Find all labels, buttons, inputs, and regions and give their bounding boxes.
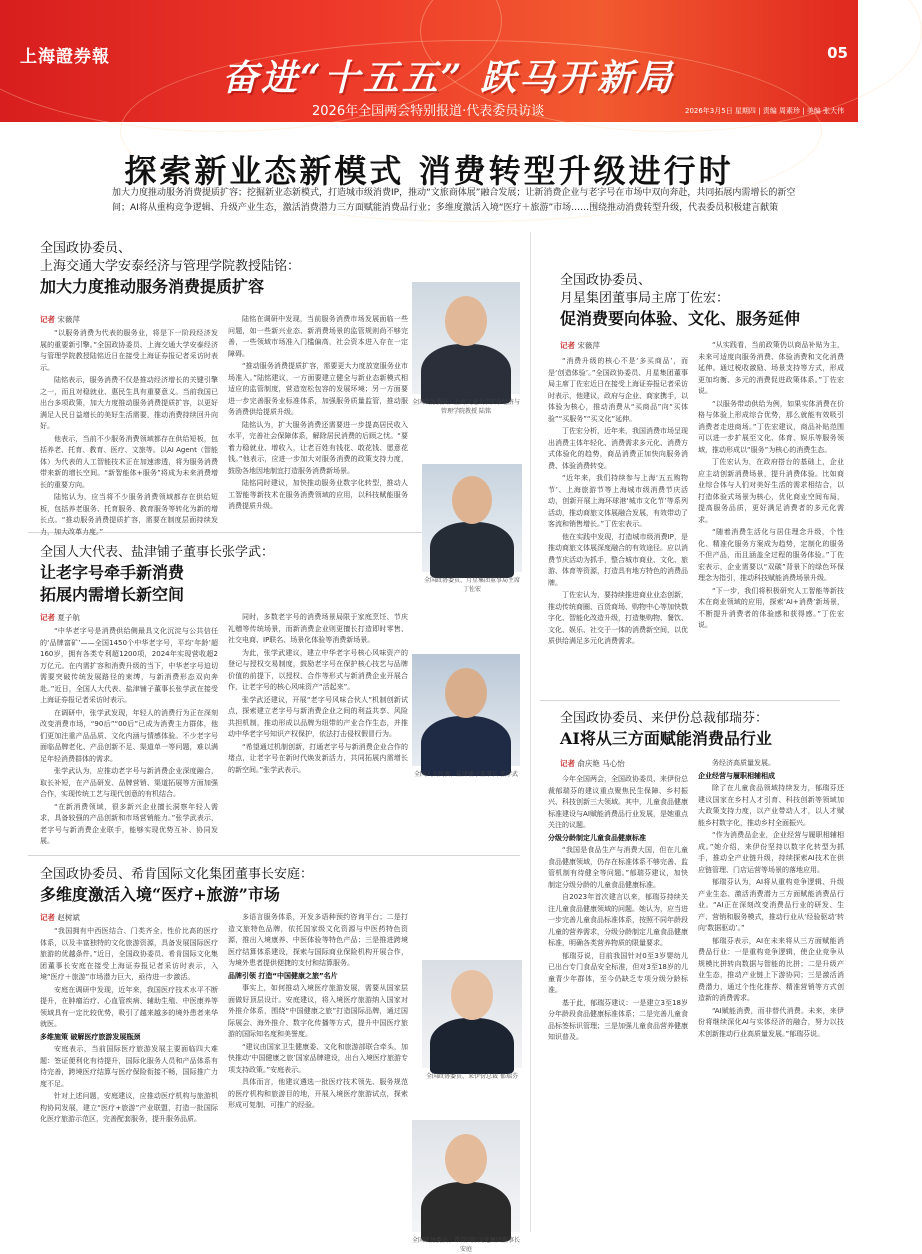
- paragraph: 安庭在调研中发现，近年来，我国医疗技术水平不断提升，在肿瘤治疗、心血管疾病、辅助生殖、中医康养等领域具有一定比较优势，吸引了越来越多的境外患者来华就医。: [40, 985, 218, 1028]
- article-body-col1: [40, 626, 218, 848]
- article-title: 促消费要向体验、文化、服务延伸: [560, 309, 801, 328]
- article-subtitle: 上海交通大学安泰经济与管理学院教授陆铭：: [40, 259, 301, 274]
- byline-tag: 记者: [560, 759, 575, 768]
- masthead-logo: 上海證券報: [20, 47, 110, 67]
- paragraph: 为此，张学武建议，建立中华老字号核心风味资产的登记与授权交易制度，鼓励老字号在保护核心技艺与品牌价值的前提下，以授权、合作等形式与新消费企业开展合作，让老字号的核心风味资产“活起来”。: [228, 648, 408, 691]
- portrait-photo: [422, 464, 522, 572]
- article-byline: [560, 340, 600, 351]
- article-body-col2: [228, 314, 408, 524]
- paragraph: 自2023年首次建言以来，郁瑞芬持续关注儿童食品健康领域的问题。她认为，应当进一步完善儿童食品标准体系，按照不同年龄段儿童的营养需求，分级分龄制定儿童食品健康标准，明确各类营养物质的限量要求。: [548, 893, 688, 947]
- photo-face: [445, 1134, 487, 1184]
- paragraph: 安庭表示，当前国际医疗旅游发展主要面临四大难题：签证便利化有待提升，国际化服务人员和产品体系有待完善，跨境医疗结算与医疗保险衔接不畅，国际推广力度不足。: [40, 1045, 218, 1088]
- column-divider: [530, 232, 531, 1232]
- paragraph: “建议由国家卫生健康委、文化和旅游部联合牵头，加快推动‘中国健康之旅’国家品牌建设，出台入境医疗旅游专项支持政策。”安庭表示。: [228, 1042, 408, 1074]
- photo-figure: [430, 1018, 514, 1074]
- photo-face: [445, 296, 487, 346]
- paragraph: 同时，多数老字号的消费场景局限于家庭烹饪、节庆礼赠等传统场景，而新消费企业则更擅长打造即时零售、社交电商、IP联名、场景化体验等消费新场景。: [228, 613, 408, 644]
- article-subhead: 企业经营与履职相辅相成: [698, 771, 775, 780]
- article-subtitle: 月星集团董事局主席丁佐宏：: [560, 291, 730, 306]
- paragraph: 郁瑞芬说，目前我国针对0至3岁婴幼儿已出台专门食品安全标准，但对3至18岁的儿童青少年群体，至今仍缺乏专项分级分龄标准。: [548, 951, 688, 994]
- section-divider: [540, 700, 840, 701]
- paragraph: 他表示，当前不少服务消费领域都存在供给短板，包括养老、托育、教育、医疗、文旅等。以AI Agent（智能体）为代表的人工智能技术正在加速渗透，将为服务消费带来新的增长空间。“新智能体+服务”将成为未来消费增长的重要方向。: [40, 434, 218, 489]
- banner: [0, 0, 858, 122]
- photo-face: [452, 476, 492, 524]
- article-subtitle: 全国政协委员、希肯国际文化集团董事长安庭：: [40, 867, 314, 882]
- article-byline: [40, 314, 80, 325]
- paragraph: “我国是食品生产与消费大国，但在儿童食品健康领域，仍存在标准体系不够完善、监管机制有待健全等问题。”郁瑞芬建议，加快制定分级分龄的儿童食品健康标准。: [548, 846, 688, 889]
- paragraph: “作为消费品企业，企业经营与履职相辅相成。”她介绍，来伊份坚持以数字化转型为抓手，推动全产业链升级，持续探索AI技术在供应链管理、门店运营等场景的落地应用。: [698, 831, 844, 874]
- article-body-col2: [698, 340, 844, 692]
- paragraph: 郁瑞芬认为，AI将从重构竞争逻辑、升级产业生态、激活消费潜力三方面赋能消费品行业。“AI正在深刻改变消费品行业的研发、生产、营销和服务模式，推动行业从‘经验驱动’转向‘数据驱动’。”: [698, 878, 844, 932]
- byline-tag: 记者: [40, 913, 55, 922]
- paragraph: 务经济高质量发展。: [712, 759, 775, 767]
- paragraph: 陆铭表示，服务消费不仅是推动经济增长的关键引擎之一，而且对稳就业、惠民生具有重要意义。当前我国已出台多项政策，加大力度推动服务消费提质扩容，以更好满足人民日益增长的美好生活需要，推动消费持续回升向好。: [40, 376, 218, 430]
- byline-name: 宋薇萍: [577, 341, 600, 350]
- byline-name: 宋薇萍: [57, 315, 80, 324]
- paragraph: 陆铭认为，扩大服务消费还需要进一步提高居民收入水平，完善社会保障体系，解除居民消费的后顾之忧。“要着力稳就业、增收入，让老百姓有钱花、敢花钱、愿意花钱。”他表示，应进一步加大对服务消费的政策支持力度，鼓励各地因地制宜打造服务消费新场景。: [228, 420, 408, 475]
- paragraph: “AI赋能消费，而非替代消费。未来，来伊份将继续深化AI与实体经济的融合，努力以技术创新推动行业高质量发展。”郁瑞芬说。: [698, 1006, 844, 1038]
- paragraph: 陆铭同时建议，加快推动服务业数字化转型，推动人工智能等新技术在服务消费领域的应用，以科技赋能服务消费提质升级。: [228, 479, 408, 510]
- paragraph: 在调研中，张学武发现，年轻人的消费行为正在深刻改变消费市场，“90后”“00后”已成为消费主力群体，他们更加注重产品品质、文化内涵与情感体验。不少老字号面临品牌老化、产品创新不足、渠道单一等问题，难以满足年轻消费群体的需求。: [40, 708, 218, 763]
- byline-name: 赵树斌: [57, 913, 80, 922]
- article-title-block: [40, 866, 520, 906]
- paragraph: 多语言服务体系，开发多语种预约咨询平台；二是打造文旅特色品牌，依托国家级文化资源与中医药特色资源，推出入境康养、中医体验等特色产品；三是推进跨境医疗结算体系建设，探索与国际商业保险机构开展合作，为境外患者提供便捷的支付和结算服务。: [228, 913, 408, 967]
- portrait-photo: [412, 654, 520, 766]
- banner-subtitle: 2026年全国两会特别报道·代表委员访谈: [312, 104, 545, 119]
- article-title: 让老字号牵手新消费: [40, 563, 185, 582]
- page-headline: 探索新业态新模式 消费转型升级进行时: [124, 152, 734, 190]
- photo-caption: 全国政协委员、月星集团董事局主席 丁佐宏: [423, 577, 520, 593]
- article-subtitle: 全国人大代表、盐津铺子董事长张学武：: [40, 545, 275, 560]
- article-subhead: 分级分龄制定儿童食品健康标准: [548, 833, 646, 842]
- photo-caption: 全国人大代表、盐津铺子董事长 张学武: [414, 771, 518, 778]
- lead-paragraph: 加大力度推动服务消费提质扩容；挖掘新业态新模式，打造城市级消费IP，推动“文旅商体展”融合发展；让新消费企业与老字号在市场中双向奔赴，共同拓展内需增长的新空间；AI将从重构竞争逻辑、升级产业生态，激活消费潜力三方面赋能消费品行业；多维度激活入境“医疗＋旅游”市场……围绕推动消费转型升级，代表委员积极建言献策: [112, 188, 796, 213]
- article-body-col1: [548, 356, 688, 692]
- paragraph: “以服务消费为代表的服务业，将是下一阶段经济发展的重要新引擎。”全国政协委员、上海交通大学安泰经济与管理学院教授陆铭近日在接受上海证券报记者采访时表示。: [40, 329, 218, 372]
- paragraph: 他在实践中发现，打造城市级消费IP，是推动商旅文体展深度融合的有效途径。应以消费节庆活动为抓手，整合城市商业、文化、旅游、体育等资源，打造具有地方特色的消费品牌。: [548, 532, 688, 587]
- paragraph: “从实践看，当前政策仍以商品补贴为主，未来可适度向服务消费、体验消费和文化消费延伸。通过税收激励、场景支持等方式，形成更加均衡、多元的消费促进政策体系。”丁佐宏说。: [698, 341, 844, 395]
- byline-name: 俞庆艳 马心怡: [577, 759, 625, 768]
- article-body-col1: [40, 328, 218, 536]
- paragraph: 张学武认为，应推动老字号与新消费企业深度融合，取长补短，在产品研发、品牌营销、渠道拓展等方面加强合作，实现传统工艺与现代创意的有机结合。: [40, 767, 218, 798]
- paragraph: “消费升级的核心不是‘多买商品’，而是‘创造体验’。”全国政协委员、月星集团董事局主席丁佐宏近日在接受上海证券报记者采访时表示，他建议，政府与企业、商家携手，以体验为核心，推动消费从“买商品”向“买体验”“买服务”“买文化”延伸。: [548, 357, 688, 423]
- paragraph: 除了在儿童食品领域持续发力，郁瑞芬还建议国家在乡村人才引育、科技创新等领域加大政策支持力度，以产业带动人才，以人才赋能乡村数字化，推动乡村全面振兴。: [698, 784, 844, 827]
- portrait-photo: [412, 282, 520, 394]
- paragraph: 陆铭在调研中发现，当前服务消费市场发展面临一些问题，如一些新兴业态、新消费场景的监管规则尚不够完善，一些领域市场准入门槛偏高，社会资本进入存在一定障碍。: [228, 315, 408, 358]
- article-title: 多维度激活入境“医疗+旅游”市场: [40, 885, 280, 904]
- byline-tag: 记者: [40, 613, 55, 622]
- paragraph: “我国拥有中西医结合、门类齐全、性价比高的医疗体系，以及丰富独特的文化旅游资源，具备发展国际医疗旅游的优越条件。”近日，全国政协委员、希肯国际文化集团董事长安庭在接受上海证券报记者采访时表示，入境“医疗＋旅游”市场潜力巨大，亟待进一步激活。: [40, 927, 218, 981]
- photo-caption: 全国政协委员、来伊份总裁 郁瑞芬: [426, 1073, 518, 1080]
- byline-tag: 记者: [560, 341, 575, 350]
- article-subtitle: 全国政协委员、: [560, 273, 652, 288]
- article-subtitle: 全国政协委员、来伊份总裁郁瑞芬：: [560, 711, 769, 726]
- photo-figure: [430, 522, 514, 578]
- article-byline: [560, 758, 625, 769]
- paragraph: 丁佐宏认为，要持续推进商业业态创新，推动传统商圈、百货商场、购物中心等加快数字化、智能化改造升级，打造集购物、餐饮、文化、娱乐、社交于一体的消费新空间，以优质供给满足多元化消费需求。: [548, 591, 688, 645]
- photo-caption: 全国政协委员、希肯国际文化集团董事长 安庭: [412, 1237, 521, 1253]
- paragraph: 事实上，如何推动入境医疗旅游发展，需要从国家层面做好顶层设计。安庭建议，将入境医疗旅游纳入国家对外推介体系，围绕“中国健康之旅”打造国际品牌，通过国际展会、海外推介、数字化传播等方式，提升中国医疗旅游的国际知名度和美誉度。: [228, 984, 408, 1038]
- page-number: 05: [827, 44, 848, 62]
- paragraph: 张学武还建议，开展“老字号风味合伙人”机制创新试点，探索建立老字号与新消费企业之间的利益共享、风险共担机制，推动形成以品牌为纽带的产业合作生态，并推动中华老字号知识产权保护，依法打击侵权假冒行为。: [228, 695, 408, 738]
- dateline: 2026年3月5日 星期四 | 责编 周素珍 | 美编 张大伟: [684, 107, 844, 115]
- photo-figure: [421, 1182, 511, 1242]
- portrait-photo: [422, 960, 522, 1068]
- byline-tag: 记者: [40, 315, 55, 324]
- article-byline: [40, 612, 80, 623]
- article-title-block: [560, 272, 850, 330]
- article-title: 加大力度推动服务消费提质扩容: [40, 277, 265, 296]
- paragraph: 郁瑞芬表示，AI在未来将从三方面赋能消费品行业：一是重构竞争逻辑，使企业竞争从规模比拼转向数据与智能的比拼；二是升级产业生态，推动产业链上下游协同；三是激活消费潜力，通过个性化推荐、精准营销等方式创造新的消费需求。: [698, 936, 844, 1002]
- article-body-col2: [698, 758, 844, 1240]
- paragraph: 基于此，郁瑞芬建议：一是建立3至18岁分年龄段食品健康标准体系；二是完善儿童食品标签标识管理；三是加强儿童食品营养健康知识普及。: [548, 998, 688, 1041]
- photo-figure: [421, 716, 511, 776]
- article-byline: [40, 912, 80, 923]
- paragraph: “以服务带动供给为例，如果实体消费在价格与体验上形成综合优势，那么就能有效吸引消费者走进商场。”丁佐宏建议，商品补贴范围可以进一步扩展至文化、体育、娱乐等服务领域，推动形成以“服务”为核心的消费生态。: [698, 399, 844, 454]
- paragraph: 具体而言，他建议遴选一批医疗技术领先、服务规范的医疗机构和旅游目的地，开展入境医疗旅游试点，探索形成可复制、可推广的经验。: [228, 1078, 408, 1109]
- article-body-col2: [228, 912, 408, 1236]
- paragraph: “随着消费生活化与居住理念升级，个性化、精准化服务方案成为趋势，定制化的服务不但产品，而且涵盖全过程的服务体验。”丁佐宏表示，企业需要以“双碳”背景下的绿色环保理念为指引，推动科技赋能消费场景升级。: [698, 528, 844, 582]
- paragraph: 丁佐宏认为，在政府搭台的基础上，企业应主动创新消费场景，提升消费体验。比如商业综合体与人们对美好生活的需求相结合，以打造体验式场景为核心，优化商业空间布局，提高服务品质，更好满足消费者的多元化需求。: [698, 458, 844, 524]
- section-divider: [28, 855, 520, 856]
- paragraph: “近年来，我们持续参与上海‘五五购物节’、上海旅游节等上海城市级消费节庆活动，创新开展上海环球港‘城市文化节’等系列活动，推动商旅文体展融合发展，有效带动了客流和销售增长。”丁佐宏表示。: [548, 474, 688, 528]
- byline-name: 夏子航: [57, 613, 80, 622]
- article-subhead: 多维施策 破解医疗旅游发展瓶颈: [40, 1032, 141, 1041]
- article-title: AI将从三方面赋能消费品行业: [560, 729, 772, 748]
- article-title: 拓展内需增长新空间: [40, 585, 185, 604]
- article-body-col2: [228, 612, 408, 848]
- paragraph: 陆铭认为，应当将不少服务消费领域都存在供给短板，包括养老服务、托育服务、教育服务等转化为新的增长点。“推动服务消费提质扩容，需要在制度层面持续发力，加大改革力度。”: [40, 493, 218, 536]
- photo-face: [451, 970, 493, 1020]
- article-subtitle: 全国政协委员、: [40, 241, 132, 256]
- portrait-photo: [412, 1120, 520, 1232]
- paragraph: “中华老字号是消费供给侧最具文化沉淀与公共信任的‘品牌富矿’——全国1450个中华老字号，平均‘年龄’超160岁，拥有各类专利超1200项，2024年实现营收超2万亿元。在内需扩容和消费升级的当下，中华老字号迫切需要突破传统发展路径的束缚，与新消费形态双向奔赴。”近日，全国人大代表、盐津铺子董事长张学武在接受上海证券报记者采访时表示。: [40, 627, 218, 704]
- paragraph: 针对上述问题，安庭建议，应推动医疗机构与旅游机构协同发展，建立“医疗+旅游”产业联盟，打造一批国际化医疗旅游示范区，完善配套服务，提升服务品质。: [40, 1092, 218, 1123]
- article-subhead: 品牌引领 打造“中国健康之旅”名片: [228, 971, 338, 980]
- article-body-col1: [548, 774, 688, 1240]
- paragraph: “推动服务消费提质扩容，需要更大力度放宽服务业市场准入。”陆铭建议，一方面要建立健全与新业态新模式相适应的监管制度，营造宽松包容的发展环境；另一方面要进一步完善服务业标准体系，加强服务质量监管，推动服务消费供给提质升级。: [228, 362, 408, 416]
- paragraph: “在新消费领域，很多新兴企业擅长洞察年轻人需求，具备较强的产品创新和市场营销能力。”张学武表示，老字号与新消费企业联手，能够实现优势互补、协同发展。: [40, 802, 218, 845]
- paragraph: 丁佐宏分析，近年来，我国消费市场呈现出消费主体年轻化、消费需求多元化、消费方式体验化的趋势，商品消费正加快向服务消费、体验消费转变。: [548, 427, 688, 470]
- paragraph: “下一步，我们将积极研究人工智能等新技术在商业领域的应用，探索‘AI+消费’新场景，不断提升消费者的体验感和获得感。”丁佐宏说。: [698, 586, 844, 629]
- photo-caption: 全国政协委员、上海交通大学安泰经济与管理学院教授 陆铭: [412, 399, 521, 415]
- article-title-block: [560, 710, 850, 750]
- banner-slogan: 奋进“十五五” 跃马开新局: [222, 57, 675, 99]
- paragraph: 今年全国两会，全国政协委员、来伊份总裁郁瑞芬的建议重点聚焦民生保障、乡村振兴、科技创新三大领域。其中，儿童食品健康标准建设与AI赋能消费品行业发展，是她重点关注的议题。: [548, 775, 688, 829]
- photo-figure: [421, 344, 511, 404]
- paragraph: “希望通过机制创新，打通老字号与新消费企业合作的堵点，让老字号在新时代焕发新活力，共同拓展内需增长的新空间。”张学武表示。: [228, 742, 408, 774]
- article-body-col1: [40, 926, 218, 1236]
- photo-face: [445, 668, 487, 718]
